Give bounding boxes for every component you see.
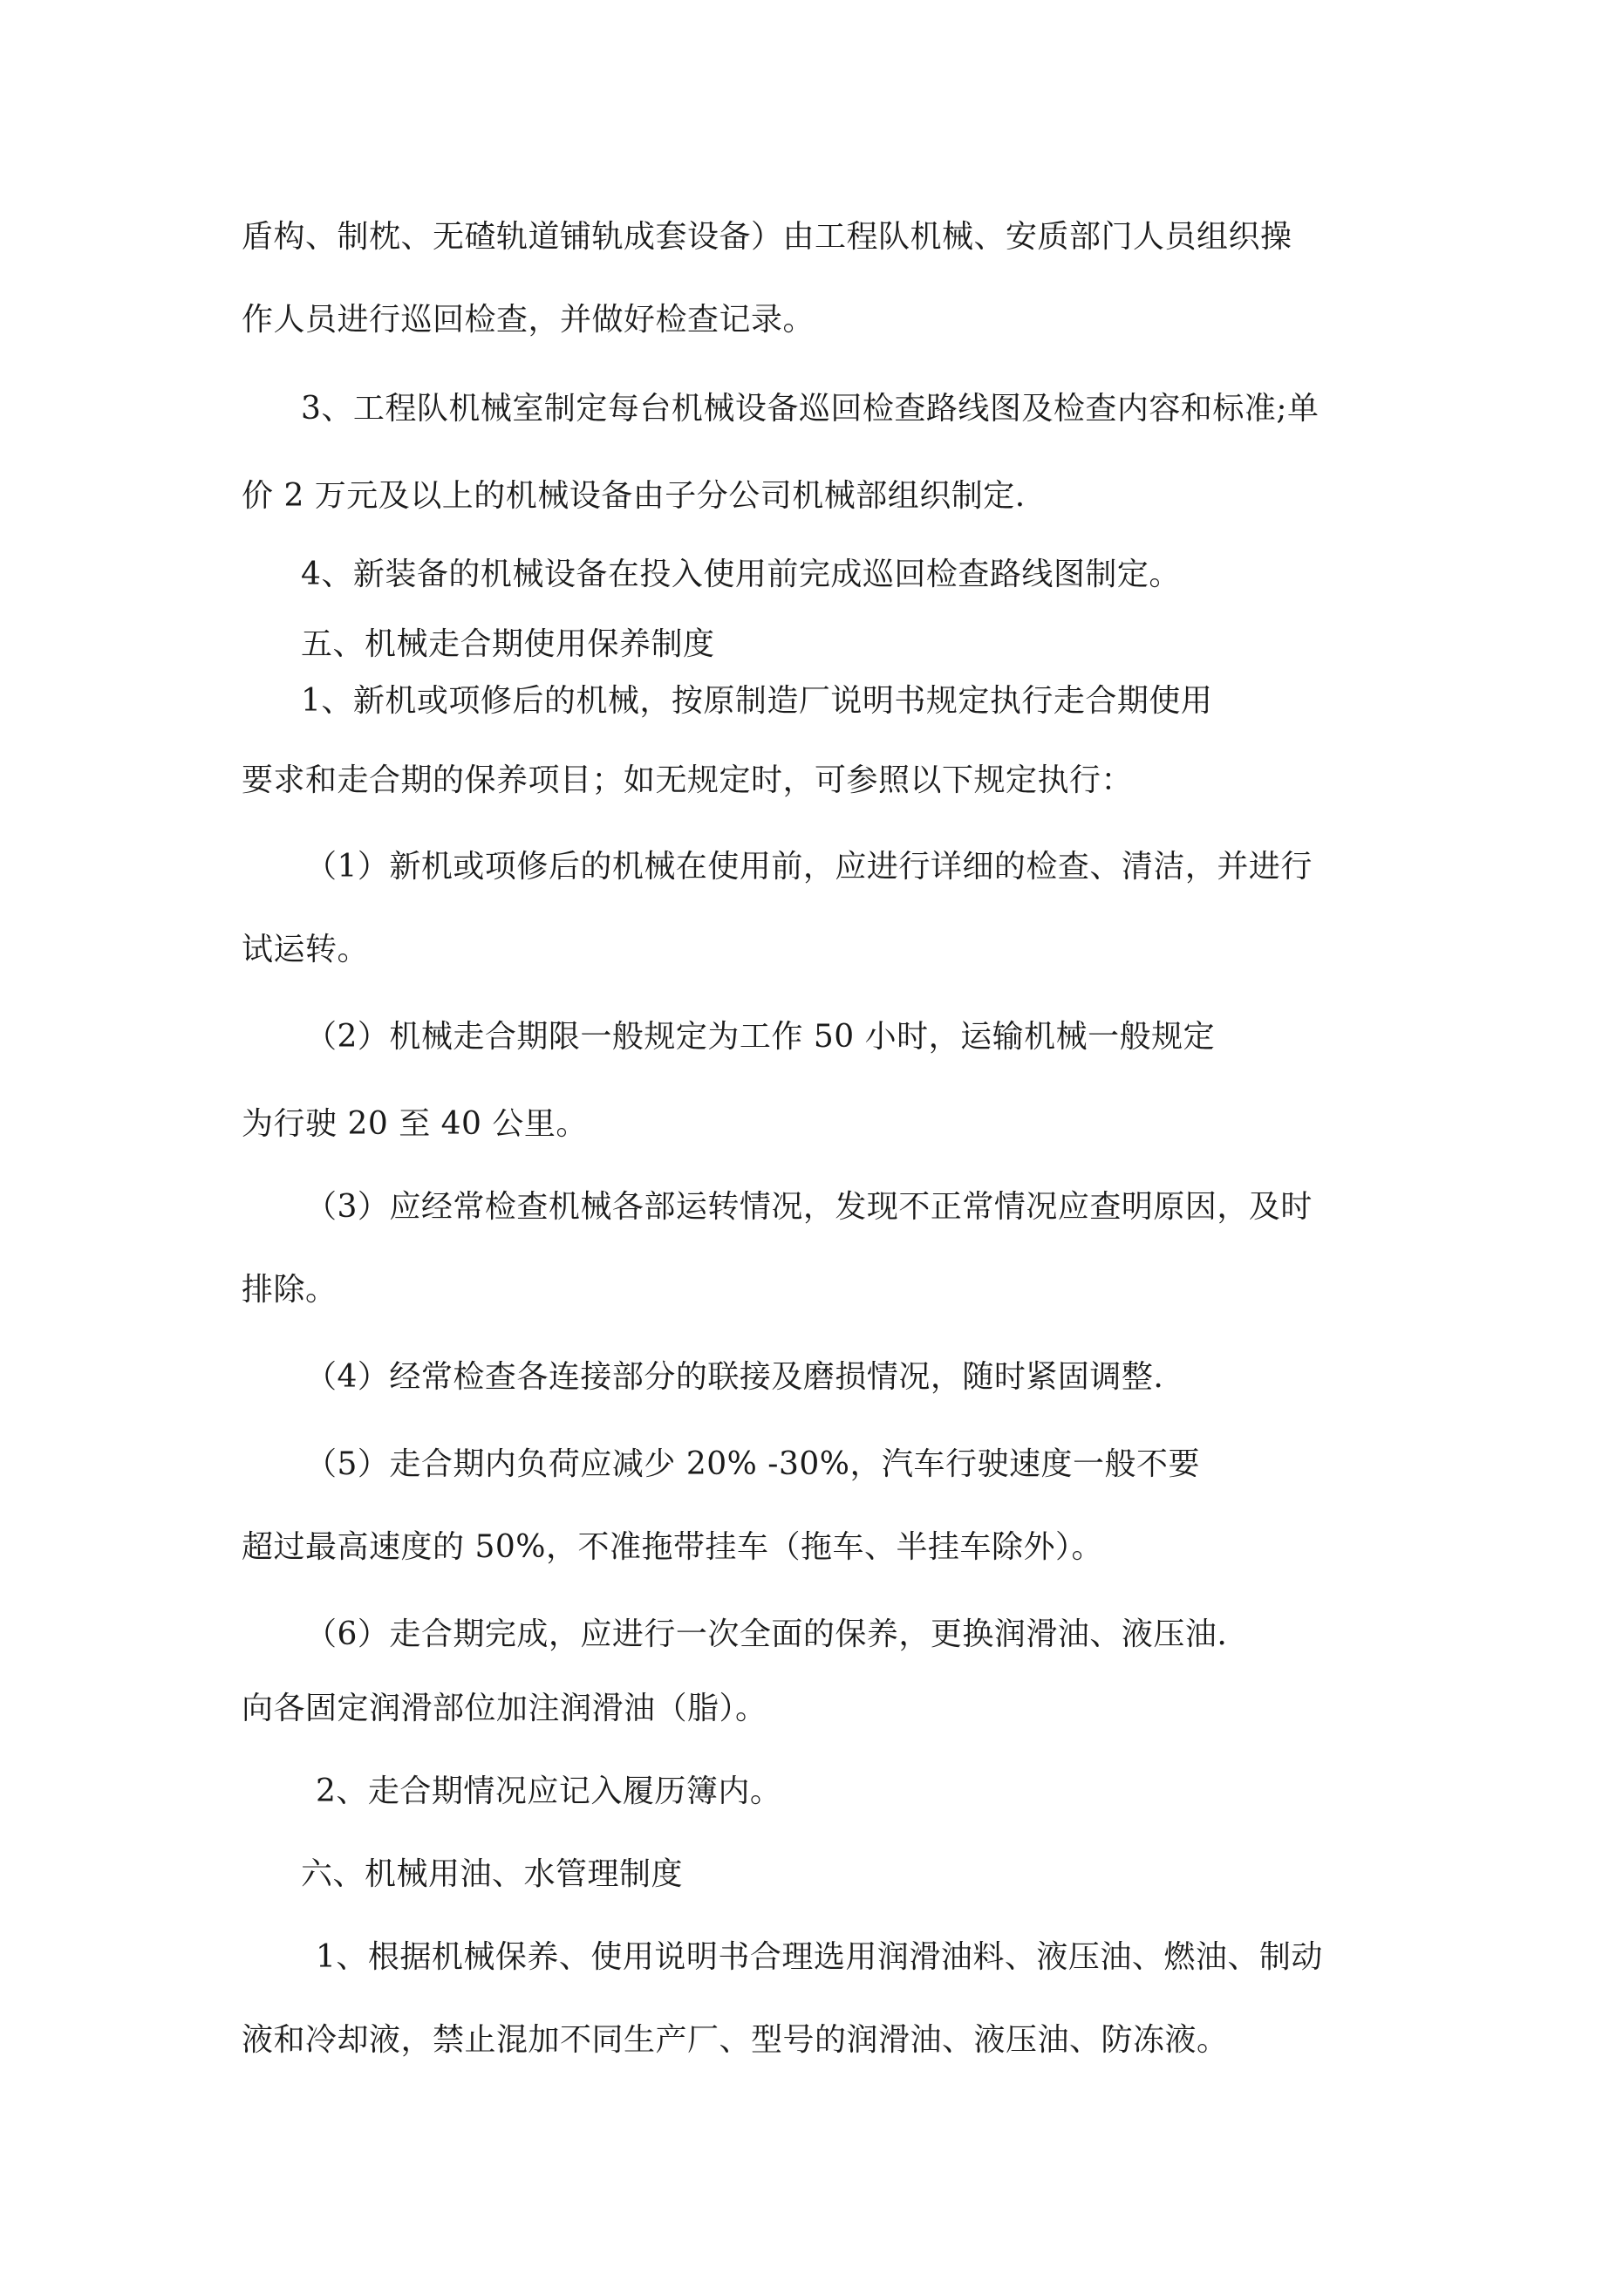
text-line: （2）机械走合期限一般规定为工作 50 小时，运输机械一般规定 — [305, 1019, 1216, 1055]
text-line: 超过最高速度的 50%，不准拖带挂车（拖车、半挂车除外）。 — [242, 1529, 1103, 1565]
text-line: 液和冷却液，禁止混加不同生产厂、型号的润滑油、液压油、防冻液。 — [242, 2022, 1229, 2058]
text-line: 3、工程队机械室制定每台机械设备巡回检查路线图及检查内容和标准;单 — [301, 391, 1320, 427]
text-line: 4、新装备的机械设备在投入使用前完成巡回检查路线图制定。 — [301, 557, 1181, 592]
text-line: 为行驶 20 至 40 公里。 — [242, 1106, 588, 1142]
text-line: （4）经常检查各连接部分的联接及磨损情况，随时紧固调整. — [305, 1359, 1164, 1395]
text-line: 排除。 — [242, 1272, 338, 1308]
text-line: 向各固定润滑部位加注润滑油（脂）。 — [242, 1691, 767, 1726]
text-line: （5）走合期内负荷应减少 20% -30%，汽车行驶速度一般不要 — [305, 1446, 1200, 1482]
text-line: （3）应经常检查机械各部运转情况，发现不正常情况应查明原因，及时 — [305, 1189, 1313, 1225]
text-line: 盾构、制枕、无碴轨道铺轨成套设备）由工程队机械、安质部门人员组织操 — [242, 219, 1292, 255]
text-line: 要求和走合期的保养项目；如无规定时，可参照以下规定执行： — [242, 762, 1134, 798]
text-line: 1、根据机械保养、使用说明书合理选用润滑油料、液压油、燃油、制动 — [316, 1939, 1323, 1975]
text-line: 价 2 万元及以上的机械设备由子分公司机械部组织制定. — [242, 478, 1026, 514]
text-line: 2、走合期情况应记入履历簿内。 — [316, 1773, 782, 1809]
section-heading: 五、机械走合期使用保养制度 — [301, 626, 715, 662]
text-line: 1、新机或项修后的机械，按原制造厂说明书规定执行走合期使用 — [301, 683, 1213, 719]
section-heading: 六、机械用油、水管理制度 — [301, 1856, 684, 1892]
text-line: 作人员进行巡回检查，并做好检查记录。 — [242, 302, 815, 338]
text-line: （6）走合期完成，应进行一次全面的保养，更换润滑油、液压油. — [305, 1616, 1228, 1652]
text-line: （1）新机或项修后的机械在使用前，应进行详细的检查、清洁，并进行 — [305, 849, 1313, 885]
text-line: 试运转。 — [242, 932, 370, 967]
